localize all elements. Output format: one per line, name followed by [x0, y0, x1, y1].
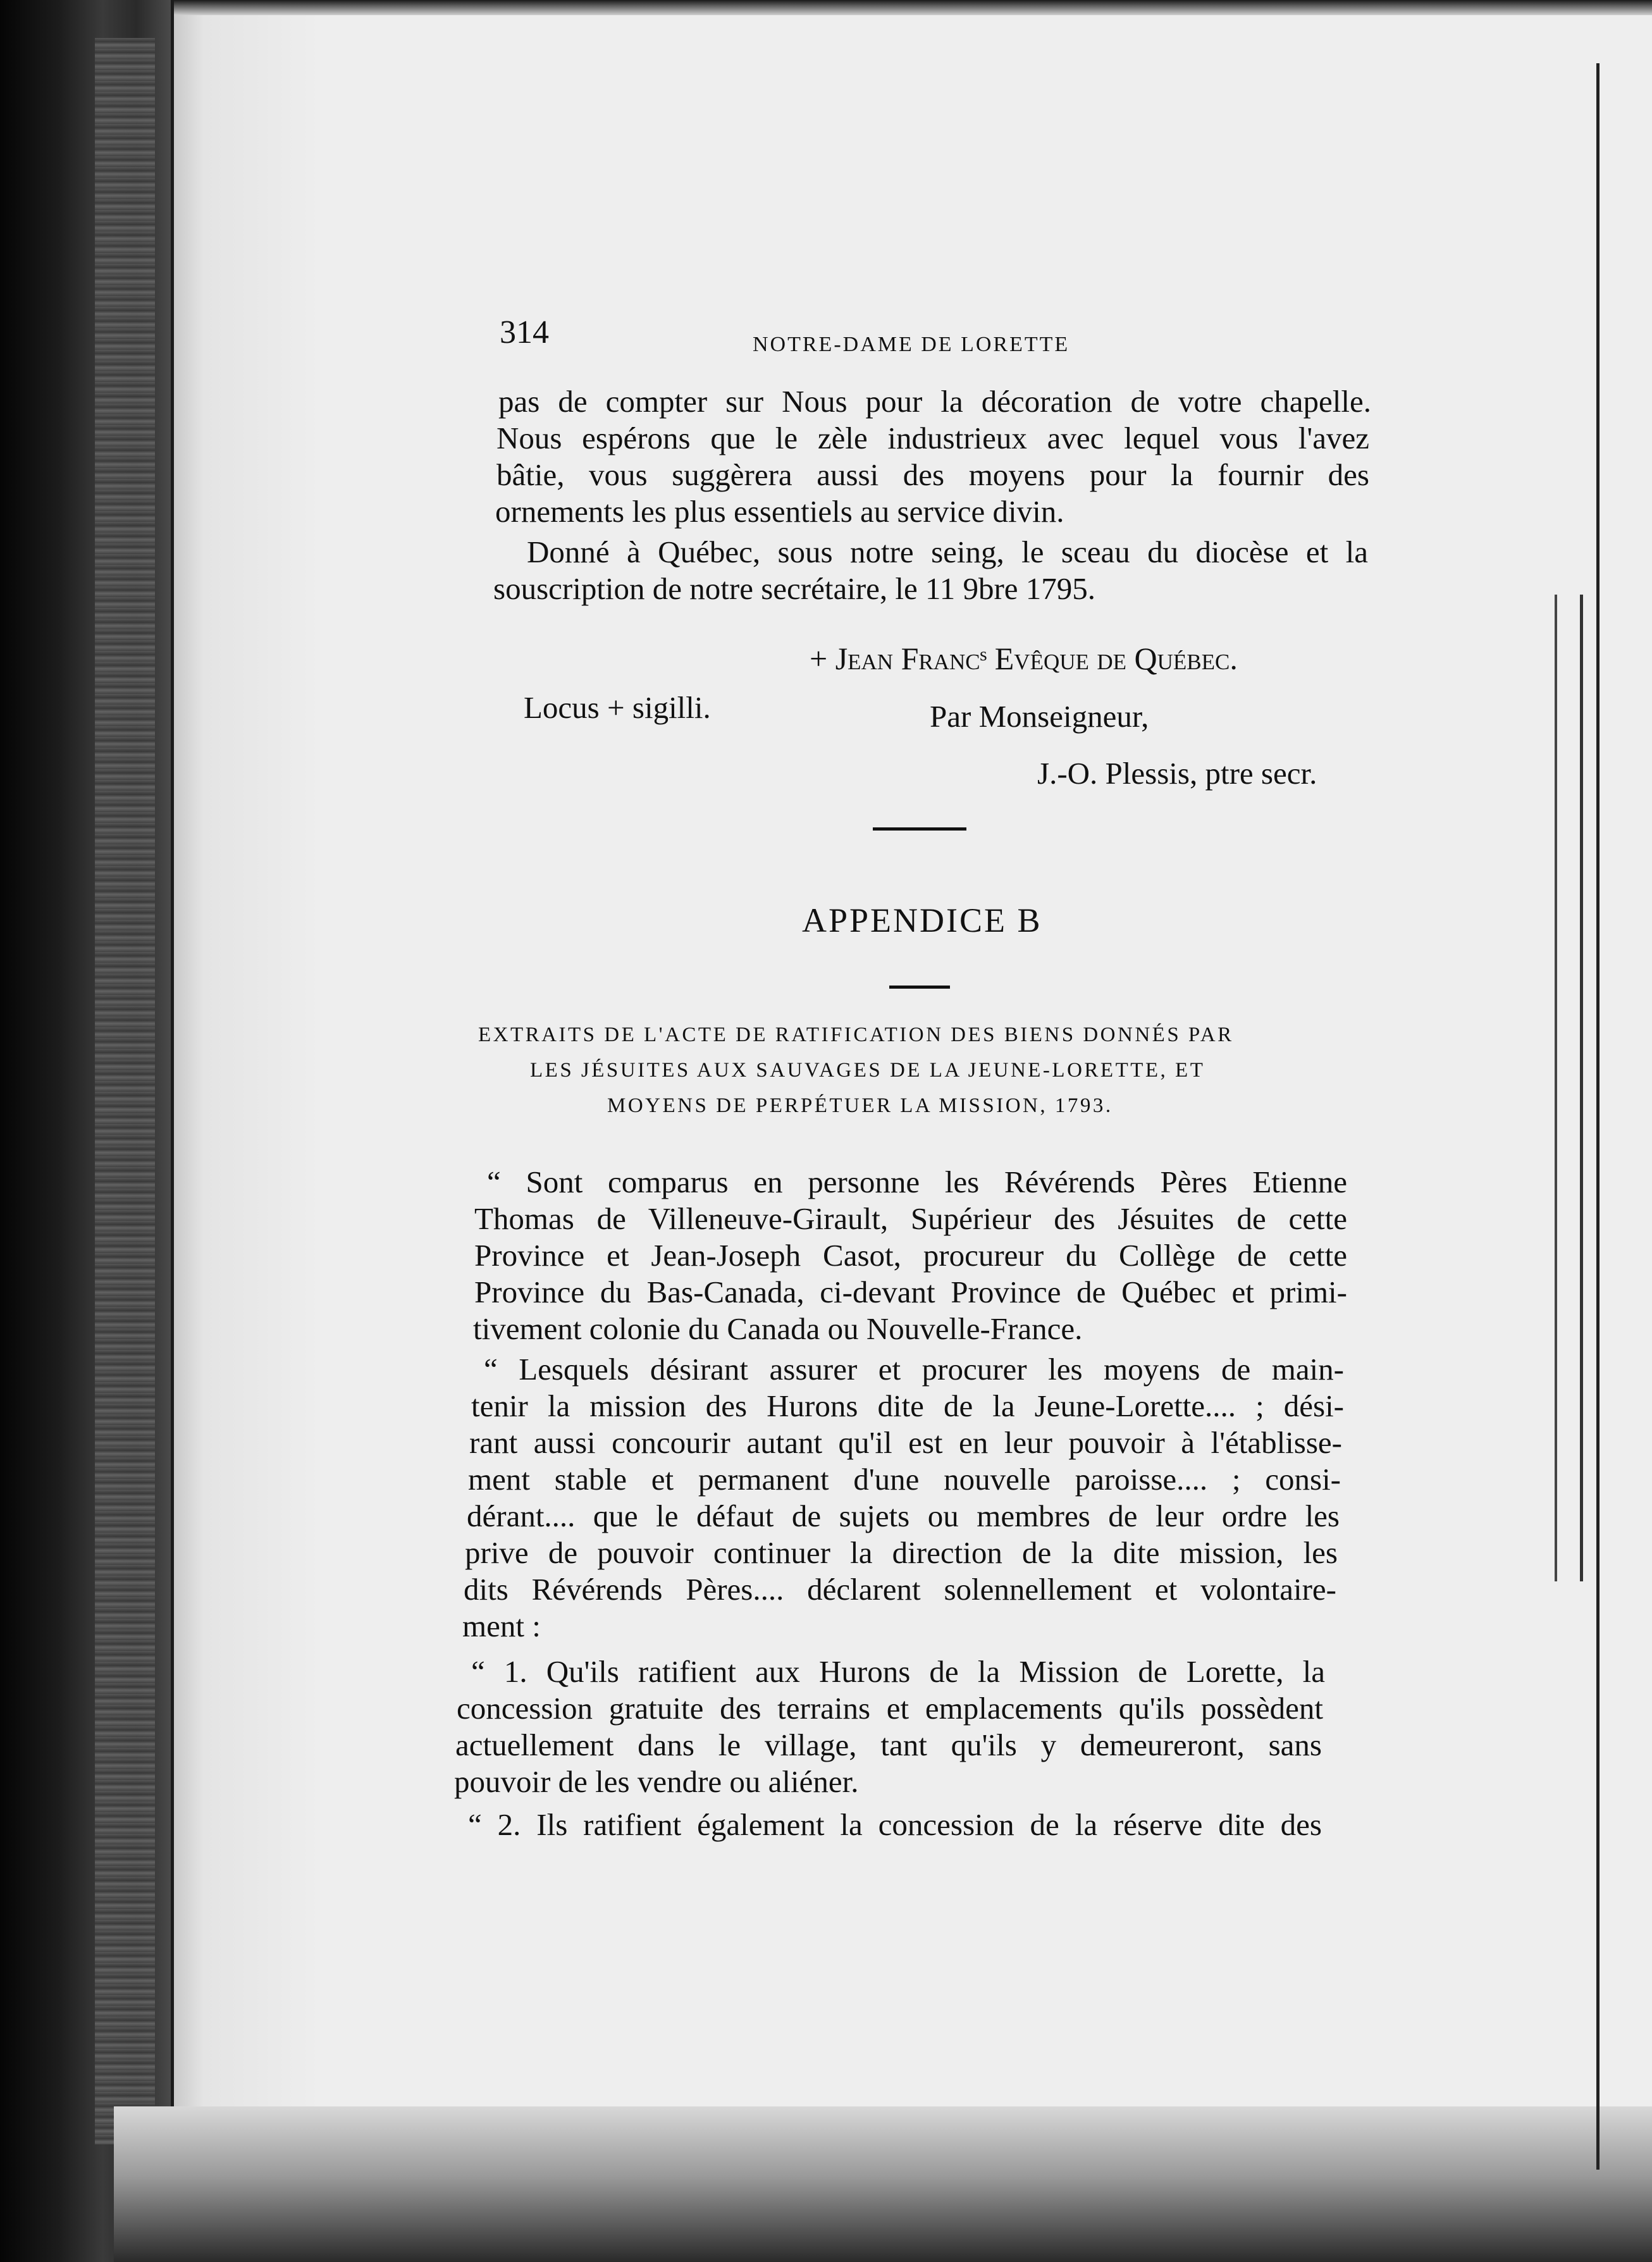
paragraph-line: dits Révérends Pères.... déclarent solennellement et volontaire- [464, 1572, 1336, 1607]
letter-line: Nous espérons que le zèle industrieux avec lequel vous l'avez [496, 421, 1369, 455]
paragraph-line: Thomas de Villeneuve-Girault, Supérieur des Jésuites de cette [474, 1201, 1347, 1236]
section-divider [873, 827, 966, 831]
par-monseigneur: Par Monseigneur, [930, 699, 1149, 734]
appendix-heading-line: MOYENS DE PERPÉTUER LA MISSION, 1793. [607, 1094, 1113, 1117]
letter-line: bâtie, vous suggèrera aussi des moyens pour la fournir des [496, 457, 1369, 492]
paragraph-line: dérant.... que le défaut de sujets ou membres de leur ordre les [467, 1499, 1340, 1533]
page-number: 314 [500, 314, 549, 350]
appendix-heading-line: LES JÉSUITES AUX SAUVAGES DE LA JEUNE-LORETTE, ET [530, 1059, 1205, 1082]
letter-line: pas de compter sur Nous pour la décoration de votre chapelle. [498, 384, 1371, 419]
paragraph-line: “ Sont comparus en personne les Révérends Pères Etienne [487, 1165, 1347, 1199]
letter-line: ornements les plus essentiels au service divin. [495, 494, 1064, 529]
scan-margin-line [1555, 595, 1557, 1581]
title-divider [889, 986, 950, 989]
seal-text: Locus + sigilli. [524, 690, 711, 725]
paragraph-line: tenir la mission des Hurons dite de la Jeune-Lorette.... ; dési- [471, 1388, 1344, 1423]
running-title: NOTRE-DAME DE LORETTE [753, 333, 1070, 356]
paragraph-line: “ 1. Qu'ils ratifient aux Hurons de la Mission de Lorette, la [471, 1654, 1325, 1689]
paragraph-line: ment stable et permanent d'une nouvelle paroisse.... ; consi- [468, 1462, 1341, 1497]
given-line: Donné à Québec, sous notre seing, le sceau du diocèse et la [527, 535, 1368, 569]
paragraph-line: “ 2. Ils ratifient également la concession de la réserve dite des [468, 1807, 1322, 1842]
page-bottom-edge [114, 2106, 1652, 2262]
given-line: souscription de notre secrétaire, le 11 9bre 1795. [493, 571, 1096, 606]
paragraph-line: rant aussi concourir autant qu'il est en leur pouvoir à l'établisse- [469, 1425, 1342, 1460]
paragraph-line: concession gratuite des terrains et emplacements qu'ils possèdent [457, 1691, 1323, 1726]
scan-margin-line [1596, 63, 1600, 2170]
appendix-heading-line: EXTRAITS DE L'ACTE DE RATIFICATION DES BIENS DONNÉS PAR [478, 1023, 1234, 1046]
secretary-signature: J.-O. Plessis, ptre secr. [1037, 756, 1317, 791]
scan-margin-line [1580, 595, 1583, 1581]
paragraph-line: ment : [462, 1609, 541, 1643]
appendix-title: APPENDICE B [802, 901, 1042, 939]
page-top-shadow [174, 0, 1652, 15]
paragraph-line: prive de pouvoir continuer la direction de la dite mission, les [465, 1535, 1338, 1570]
paragraph-line: Province du Bas-Canada, ci-devant Province de Québec et primi- [474, 1275, 1347, 1309]
paragraph-line: pouvoir de les vendre ou aliéner. [454, 1764, 859, 1799]
paragraph-line: tivement colonie du Canada ou Nouvelle-France. [473, 1311, 1083, 1346]
paragraph-line: “ Lesquels désirant assurer et procurer les moyens de main- [484, 1352, 1344, 1387]
bishop-signature: + Jean Francˢ Evêque de Québec. [810, 641, 1238, 676]
book-spine-edge [95, 38, 155, 2144]
paragraph-line: actuellement dans le village, tant qu'ils y demeureront, sans [455, 1727, 1322, 1762]
paragraph-line: Province et Jean-Joseph Casot, procureur du Collège de cette [474, 1238, 1347, 1273]
